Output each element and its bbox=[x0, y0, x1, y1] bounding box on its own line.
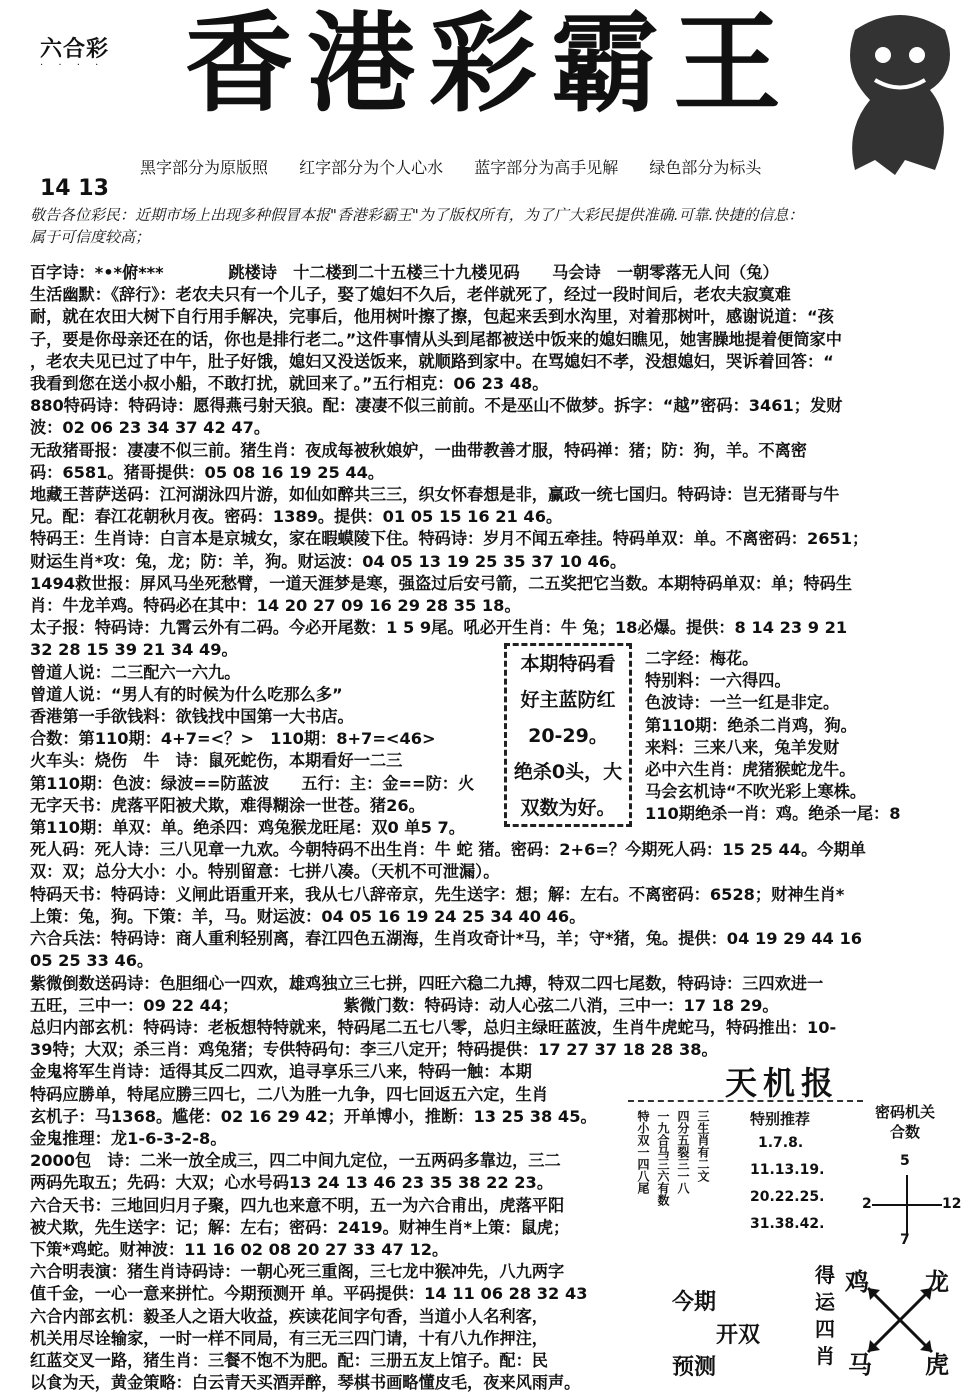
body-line: 五旺，三中一：09 22 44； 紫微门数：特码诗：动人心弦二八消，三中一：17 18 29。 bbox=[30, 995, 779, 1015]
body-line: 第110期：单双：单。绝杀四：鸡兔猴龙旺尾：双0 单5 7。 bbox=[30, 818, 465, 838]
side-line: 110期绝杀一肖：鸡。绝杀一尾：8 bbox=[645, 804, 901, 824]
body-line: 1494救世报：屏风马坐死愁臂，一道天涯梦是寒，强盗过后安弓箭，二五奖把它当数。本期特码单双：单；特码生 bbox=[30, 573, 853, 593]
header-subtitle bbox=[140, 155, 761, 178]
recommend-row-3: 20.22.25. bbox=[750, 1189, 825, 1205]
tianji-vcol-1: 特小双一四八尾 bbox=[636, 1110, 650, 1194]
recommend-row-4: 31.38.42. bbox=[750, 1216, 825, 1232]
body-line: 耐，就在农田大树下自行用手解决，完事后，他用树叶擦了擦，包起来丢到水沟里，对着那树叶，感谢说道：“孩 bbox=[30, 307, 834, 327]
body-line: 码：6581。猪哥提供：05 08 16 19 25 44。 bbox=[30, 462, 385, 482]
prediction-box bbox=[504, 643, 632, 827]
tianji-vcol-4: 三生肖有二文 bbox=[696, 1110, 710, 1182]
password-title bbox=[855, 1102, 955, 1142]
password-title-2: 合数 bbox=[889, 1123, 920, 1141]
cross-bottom: 7 bbox=[900, 1232, 910, 1248]
body-line: 六合内部玄机：毅圣人之语大收益，疾读花间字句香，当道小人名利客， bbox=[30, 1306, 548, 1326]
body-line: 紫微倒数送码诗：色胆细心一四欢，雄鸡独立三七拼，四旺六稳二九搏，特双二四七尾数，特码诗：三四欢进一 bbox=[30, 973, 824, 993]
box-line-2: 好主蓝防红 bbox=[520, 689, 616, 711]
subtitle-red: 红字部分为个人心水 bbox=[299, 158, 444, 177]
body-line: 39特；大双；杀三肖：鸡兔猪；专供特码句：李三八定开；特码提供：17 27 37 18 28 38。 bbox=[30, 1040, 718, 1060]
tianji-box bbox=[628, 1100, 863, 1242]
body-line: 以食为天，黄金策略：白云青天买酒弄醉，琴棋书画略懂皮毛，夜来风雨声。 bbox=[30, 1373, 581, 1393]
body-line: 曾道人说：“男人有的时候为什么吃那么多” bbox=[30, 684, 343, 704]
logo-subtext: · · · · bbox=[40, 60, 105, 71]
body-line: 子，要是你母亲还在的话，你也是排行老二。”这件事情从头到尾都被送中饭来的媳妇瞧见，她害臊地提着便筒家中 bbox=[30, 329, 842, 349]
body-line: 特码应勝单，特尾应勝三四七，二八为胜一九争，四七回返五六定，生肖 bbox=[30, 1084, 548, 1104]
animal-bottom-left: 马 bbox=[848, 1350, 872, 1379]
body-line: 合数：第110期：4+7=<？> 110期：8+7=<46> bbox=[30, 729, 436, 749]
body-line: 金鬼推理：龙1-6-3-2-8。 bbox=[30, 1128, 227, 1148]
body-line: 死人码：死人诗：三八见章一九欢。今朝特码不出生肖：牛 蛇 猪。密码：2+6=？今期死人码：15 25 44。今期单 bbox=[30, 840, 866, 860]
notice-line-2: 属于可信度较高； bbox=[30, 228, 151, 246]
body-line: 六合兵法：特码诗：商人重利轻别离，春江四色五湖海，生肖攻奇计*马，羊；守*猪，兔。提供：04 19 29 44 16 bbox=[30, 929, 862, 949]
body-line: 财运生肖*攻：兔，龙；防：羊，狗。财运波：04 05 13 19 25 35 37 10 46。 bbox=[30, 551, 627, 571]
animal-top-right: 龙 bbox=[925, 1267, 949, 1296]
body-line: 六合天书：三地回归月子聚，四九也来意不明，五一为六合甫出，虎落平阳 bbox=[30, 1195, 565, 1215]
body-line: ，老农夫见已过了中午，肚子好饿，媳妇又没送饭来，就顺路到家中。在骂媳妇不孝，没想媳妇，哭诉着回答：“ bbox=[30, 351, 834, 371]
cross-left: 2 bbox=[862, 1196, 872, 1212]
dragon-icon bbox=[835, 10, 965, 180]
body-line: 太子报：特码诗：九霄云外有二码。今必开尾数：1 5 9尾。吼必开生肖：牛 兔；18必爆。提供：8 14 23 9 21 bbox=[30, 618, 848, 638]
recommend-title: 特别推荐 bbox=[750, 1110, 811, 1128]
recommend-row-2: 11.13.19. bbox=[750, 1162, 825, 1178]
body-line: 生活幽默：《辞行》：老农夫只有一个儿子，娶了媳妇不久后，老伴就死了，经过一段时间后，老农夫寂寞难 bbox=[30, 285, 791, 305]
subtitle-green: 绿色部分为标头 bbox=[649, 158, 762, 177]
body-line: 无敌猪哥报：凄凄不似三前。猪生肖：夜成每被秋娘妒，一曲带教善才服，特码禅：猪；防：狗，羊。不离密 bbox=[30, 440, 807, 460]
box-line-1: 本期特码看 bbox=[520, 653, 616, 675]
body-line: 下策*鸡蛇。财神波：11 16 02 08 20 27 33 47 12。 bbox=[30, 1239, 449, 1259]
side-line: 必中六生肖：虎猪猴蛇龙牛。 bbox=[645, 760, 856, 780]
lucky-vertical: 得运四肖 bbox=[815, 1263, 835, 1368]
body-line: 六合明表演：猪生肖诗码诗：一朝心死三重阁，三七龙中猴冲先，八九两字 bbox=[30, 1262, 565, 1282]
body-line: 百字诗：*•*俯*** 跳楼诗 十二楼到二十五楼三十九楼见码 马会诗 一朝零落无人问（兔） bbox=[30, 263, 779, 282]
body-line: 肖：牛龙羊鸡。特码必在其中：14 20 27 09 16 29 28 35 18。 bbox=[30, 596, 521, 616]
tianji-vcol-3: 四分五裂三一八 bbox=[676, 1110, 690, 1194]
logo: 六合彩 bbox=[40, 37, 110, 62]
page-title: 香港彩霸王 bbox=[185, 1, 796, 127]
body-line: 香港第一手欲钱料：欲钱找中国第一大书店。 bbox=[30, 707, 354, 727]
body-line: 双：双；总分大小：小。特别留意：七拼八凑。（天机不可泄漏）。 bbox=[30, 862, 500, 882]
body-line: 特码王：生肖诗：白言本是京城女，家在暇蟆陵下住。特码诗：岁月不闻五牵挂。特码单双：单。不离密码：2651； bbox=[30, 529, 869, 549]
animal-bottom-right: 虎 bbox=[925, 1350, 949, 1379]
body-line: 2000包 诗：二米一放全成三，四二中间九定位，一五两码多靠边，三二 bbox=[30, 1151, 561, 1171]
body-line: 无字天书：虎落平阳被犬欺，难得糊涂一世苍。猪26。 bbox=[30, 795, 425, 815]
body-line: 880特码诗：特码诗：愿得燕弓射天狼。配：凄凄不似三前前。不是巫山不做梦。拆字：“越”密码：3461；发财 bbox=[30, 396, 843, 416]
password-title-1: 密码机关 bbox=[874, 1103, 935, 1121]
forecast-label-1: 今期 bbox=[672, 1290, 717, 1315]
body-line: 兄。配：春江花朝秋月夜。密码：1389。提供：01 05 15 16 21 46。 bbox=[30, 507, 563, 527]
box-line-4: 绝杀0头，大 bbox=[513, 761, 623, 783]
body-line: 值千金，一心一意来拼忙。今期预测开 单。平码提供：14 11 06 28 32 43 bbox=[30, 1284, 588, 1304]
recommend-row-1: 1.7.8. bbox=[758, 1135, 804, 1151]
side-line: 马会玄机诗“不吹光彩上寒株。 bbox=[645, 782, 867, 802]
body-line: 机关用尽诠输家，一时一样不同局，有三无三四门请，十有八九作押注， bbox=[30, 1328, 548, 1348]
subtitle-blue: 蓝字部分为高手见解 bbox=[474, 158, 619, 177]
box-line-3: 20-29。 bbox=[528, 725, 608, 747]
body-line: 我看到您在送小叔小船，不敢打扰，就回来了。”五行相克：06 23 48。 bbox=[30, 374, 549, 394]
body-line: 火车头：烧伤 牛 诗：鼠死蛇伤，本期看好一二三 bbox=[30, 751, 403, 771]
side-line: 色波诗：一兰一红是非定。 bbox=[645, 693, 840, 713]
body-line: 金鬼将军生肖诗：适得其反二四欢，追寻享乐三八来，特码一触：本期 bbox=[30, 1062, 532, 1082]
cross-icon bbox=[862, 1170, 952, 1240]
body-line: 曾道人说：二三配六一六九。 bbox=[30, 662, 241, 682]
side-line: 特别料：一六得四。 bbox=[645, 671, 791, 691]
tianji-vcol-2: 一九合马三六有数 bbox=[656, 1110, 670, 1206]
forecast-label-2: 开双 bbox=[716, 1323, 761, 1348]
body-line: 总归内部玄机：特码诗：老板想特特就来，特码尾二五七八零，总归主绿旺蓝波，生肖牛虎蛇马，特码推出：10- bbox=[30, 1017, 837, 1037]
notice-line-1: 敬告各位彩民：近期市场上出现多种假冒本报"香港彩霸王"为了版权所有，为了广大彩民提供准确.可靠.快捷的信息： bbox=[30, 206, 804, 224]
side-line: 二字经：梅花。 bbox=[645, 649, 759, 668]
side-line: 来料：三来八来，兔羊发财 bbox=[645, 737, 840, 757]
subtitle-black: 黑字部分为原版照 bbox=[140, 158, 269, 177]
body-line: 波：02 06 23 34 37 42 47。 bbox=[30, 418, 271, 438]
box-line-5: 双数为好。 bbox=[520, 797, 616, 819]
body-line: 地藏王菩萨送码：江河湖泳四片游，如仙如醉共三三，织女怀春想是非，赢政一统七国归。特码诗：岂无猪哥与牛 bbox=[30, 485, 840, 505]
body-line: 上策：兔，狗。下策：羊，马。财运波：04 05 16 19 24 25 34 40 46。 bbox=[30, 906, 586, 926]
issue-number: 14 13 bbox=[40, 176, 109, 201]
body-line: 32 28 15 39 21 34 49。 bbox=[30, 640, 238, 660]
body-line: 红蓝交叉一路，猪生肖：三餐不饱不为肥。配：三册五友上馆子。配：民 bbox=[30, 1350, 548, 1370]
cross-top: 5 bbox=[900, 1153, 910, 1169]
tianji-title: 天机报 bbox=[725, 1064, 840, 1102]
cross-right: 12 bbox=[942, 1196, 962, 1212]
body-line: 玄机子：马1368。尴佬：02 16 29 42；开单博小，推断：13 25 38 45。 bbox=[30, 1106, 597, 1126]
notice bbox=[30, 204, 950, 248]
body-line: 被犬欺，先生送字：记；解：左右；密码：2419。财神生肖*上策：鼠虎； bbox=[30, 1217, 570, 1237]
side-column bbox=[645, 648, 950, 826]
side-line: 第110期：绝杀二肖鸡，狗。 bbox=[645, 715, 857, 735]
body-line: 第110期：色波：绿波==防蓝波 五行：主：金==防：火 bbox=[30, 773, 475, 793]
body-line: 05 25 33 46。 bbox=[30, 951, 154, 971]
body-line: 特码天书：特码诗：义闸此语重开来，我从七八辞帝京，先生送字：想；解：左右。不离密码：6528；财神生肖* bbox=[30, 884, 845, 904]
animal-top-left: 鸡 bbox=[845, 1267, 869, 1296]
forecast-label-3: 预测 bbox=[672, 1355, 717, 1380]
body-line: 两码先取五；先码：大双；心水号码13 24 13 46 23 35 38 22 23。 bbox=[30, 1173, 554, 1193]
